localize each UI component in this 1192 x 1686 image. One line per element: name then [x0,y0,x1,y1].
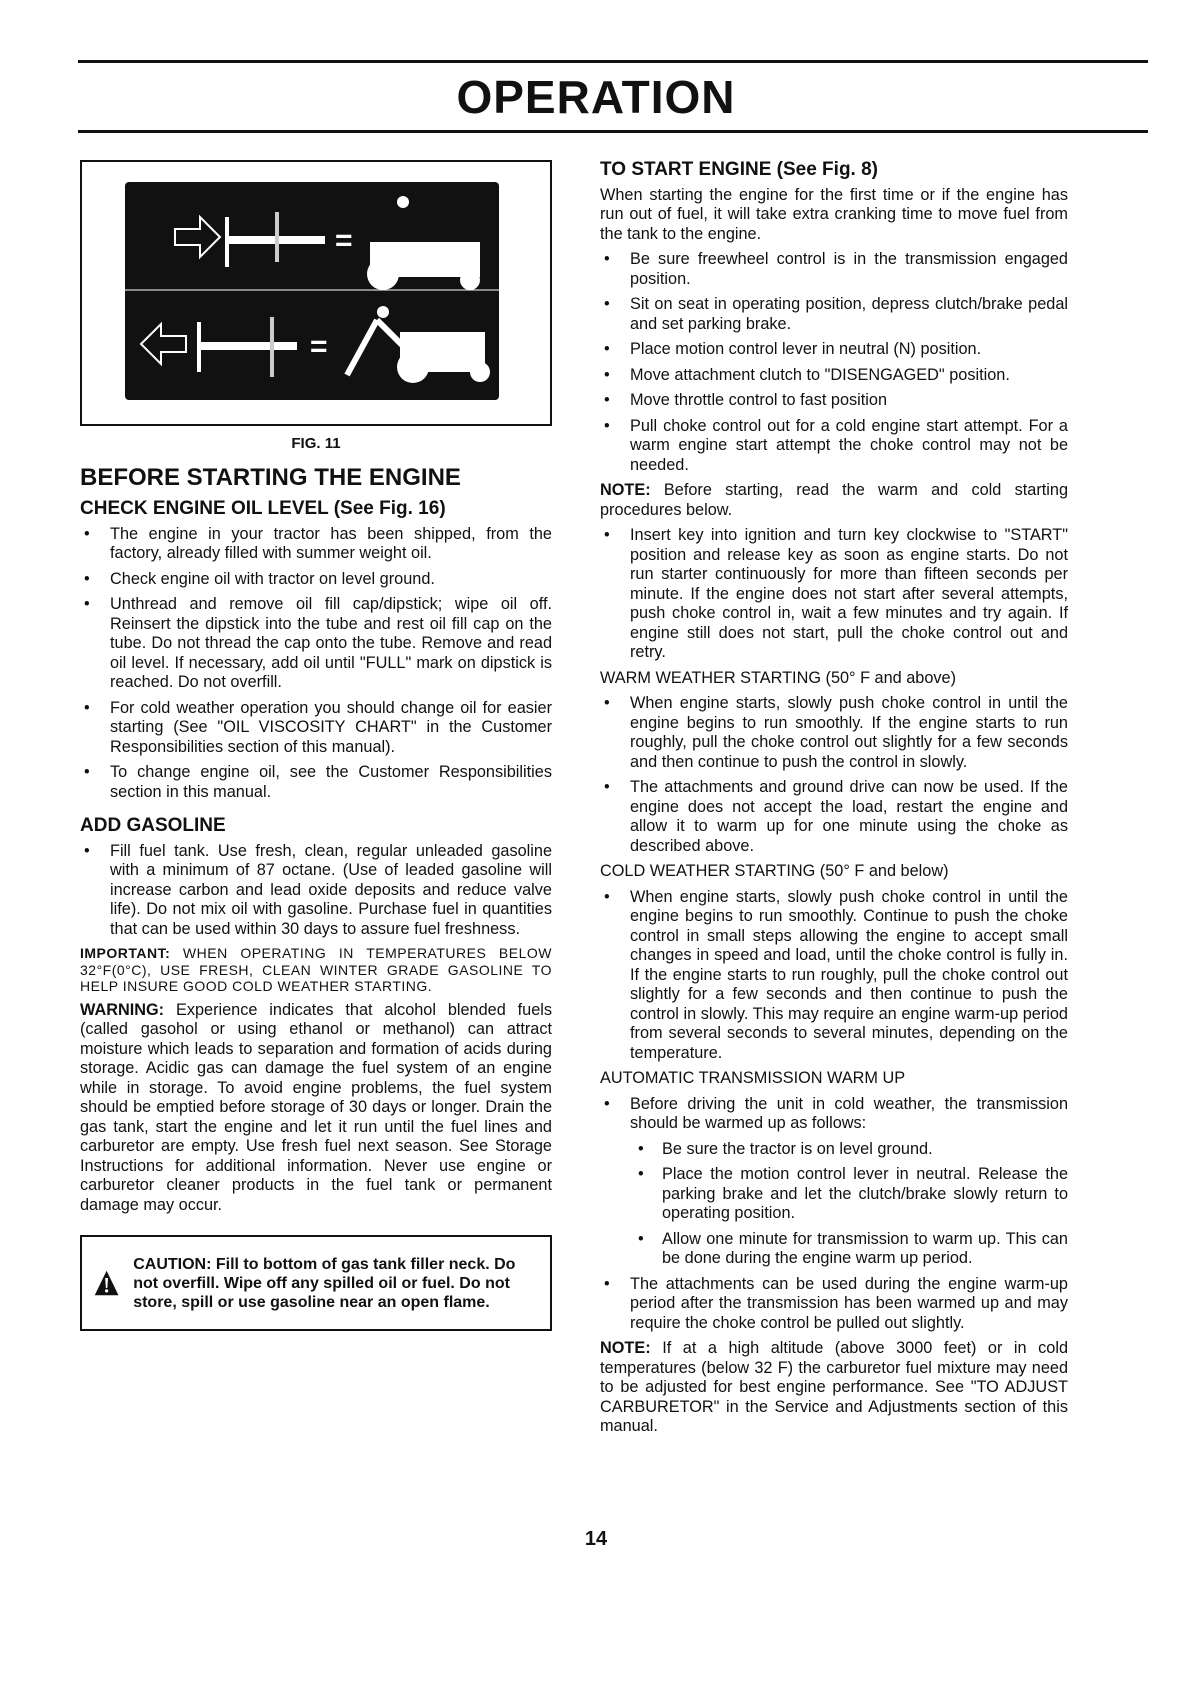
auto-heading: AUTOMATIC TRANSMISSION WARM UP [600,1069,906,1087]
list-item: • Before driving the unit in cold weather, the transmission should be warmed up as follows: [600,1095,1068,1134]
caution-box [80,1235,552,1331]
list-item: • Place the motion control lever in neutral. Release the parking brake and let the clutch/brake slowly return to operating position. [600,1165,1068,1224]
list-item: • Allow one minute for transmission to warm up. This can be done during the engine warm up period. [600,1230,1068,1269]
auto-sublist [600,1140,1068,1269]
list-item: • Insert key into ignition and turn key clockwise to "START" position and release key as soon as engine starts. Do not run starter continuously for more than fifteen seconds per minute. If the engine does not start after several attempts, push choke control in, wait a few minutes and try again. If engine still does not start, pull the choke control out and retry. [600,526,1068,663]
cold-list [600,888,1068,1064]
list-item: • Sit on seat in operating position, depress clutch/brake pedal and set parking brake. [600,295,1068,334]
cold-heading: COLD WEATHER STARTING (50° F and below) [600,862,949,880]
warning-triangle-icon [94,1247,119,1319]
freewheel-diagram [125,182,499,400]
auto-list [600,1095,1068,1134]
oil-heading: CHECK ENGINE OIL LEVEL (See Fig. 16) [80,498,446,519]
section-heading: BEFORE STARTING THE ENGINE [80,463,461,491]
figure-11 [80,160,552,426]
list-item: • When engine starts, slowly push choke control in until the engine begins to run smoothly. Continue to push the choke control in small steps allowing the engine to accept small changes in speed and load, until the choke control is fully in. If the engine starts to run roughly, pull the choke control out slightly for a few seconds and then continue to push the control in slowly. This may require an engine warm-up period from several seconds to several minutes, depending on the temperature. [600,888,1068,1064]
list-item: • Pull choke control out for a cold engine start attempt. For a warm engine start attempt the choke control may not be needed. [600,417,1068,476]
list-item: • Be sure the tractor is on level ground. [600,1140,1068,1160]
important-label: IMPORTANT: [80,945,171,961]
list-item: • The attachments and ground drive can now be used. If the engine does not accept the load, restart the engine and allow it to warm up for one minute using the choke as described above. [600,778,1068,856]
note-2 [600,1339,1068,1437]
note-label: NOTE: [600,481,651,499]
ignition-list [600,526,1068,663]
list-item: • Be sure freewheel control is in the transmission engaged position. [600,250,1068,289]
warning-label: WARNING: [80,1000,165,1019]
list-item: • Move throttle control to fast position [600,391,1068,411]
warm-list [600,694,1068,856]
list-item: • Unthread and remove oil fill cap/dipstick; wipe oil off. Reinsert the dipstick into the tube and rest oil fill cap on the tube. Do not thread the cap onto the tube. Remove and read oil level. If necessary, add oil until "FULL" mark on dipstick is reached. Do not overfill. [80,595,552,693]
list-item: • Fill fuel tank. Use fresh, clean, regular unleaded gasoline with a minimum of 87 octane. (Use of leaded gasoline will increase carbon and lead oxide deposits and reduce valve life). Do not mix oil with gasoline. Purchase fuel in quantities that can be used within 30 days to assure fuel freshness. [80,842,552,940]
warning-text: Experience indicates that alcohol blended fuels (called gasohol or using ethanol or methanol) can attract moisture which leads to separation and formation of acids during storage. Acidic gas can damage the fuel system of an engine while in storage. To avoid engine problems, the fuel system should be emptied before storage of 30 days or longer. Drain the gas tank, start the engine and let it run until the fuel lines and carburetor are empty. Use fresh fuel next season. See Storage Instructions for additional information. Never use engine or carburetor cleaner products in the fuel tank or permanent damage may occur. [80,1000,553,1214]
list-item: • The engine in your tractor has been shipped, from the factory, already filled with summer weight oil. [80,525,552,564]
note-1 [600,481,1068,520]
start-engine-heading: TO START ENGINE (See Fig. 8) [600,159,878,180]
svg-text:=: = [335,224,353,257]
right-column [600,160,1068,1443]
oil-list [80,525,552,803]
list-item: • When engine starts, slowly push choke control in until the engine begins to run smoothly. If the engine starts to run roughly, pull the choke control out slightly for a few seconds and then continue to push the control in slowly. [600,694,1068,772]
list-item: • The attachments can be used during the engine warm-up period after the transmission has been warmed up and may require the choke control be pulled out slightly. [600,1275,1068,1334]
list-item: • Move attachment clutch to "DISENGAGED" position. [600,366,1068,386]
note-label: NOTE: [600,1339,651,1357]
page-title: OPERATION [456,71,736,123]
gas-list [80,842,552,940]
warm-heading: WARM WEATHER STARTING (50° F and above) [600,668,957,687]
note-text: Before starting, read the warm and cold starting procedures below. [600,481,1068,519]
start-list [600,250,1068,475]
list-item: • For cold weather operation you should change oil for easier starting (See "OIL VISCOSITY CHART" in the Customer Responsibilities section of this manual). [80,699,552,758]
intro-text: When starting the engine for the first time or if the engine has run out of fuel, it will take extra cranking time to move fuel from the tank to the engine. [600,185,1068,243]
note-text: If at a high altitude (above 3000 feet) or in cold temperatures (below 32 F) the carburetor fuel mixture may need to be adjusted for best engine performance. See "TO ADJUST CARBURETOR" in the Service and Adjustments section of this manual. [600,1339,1068,1435]
list-item: • To change engine oil, see the Customer Responsibilities section in this manual. [80,763,552,802]
page-number: 14 [584,1528,608,1550]
title-rule [78,130,1148,133]
list-item: • Check engine oil with tractor on level ground. [80,570,552,590]
caution-text: CAUTION: Fill to bottom of gas tank filler neck. Do not overfill. Wipe off any spilled oil or fuel. Do not store, spill or use gasoline near an open flame. [133,1255,516,1311]
svg-text:=: = [310,330,328,363]
important-text: WHEN OPERATING IN TEMPERATURES BELOW 32°F(0°C), USE FRESH, CLEAN WINTER GRADE GASOLINE TO HELP INSURE GOOD COLD WEATHER STARTING. [80,945,552,994]
auto-last-list [600,1275,1068,1334]
figure-caption: FIG. 11 [291,435,341,452]
gas-heading: ADD GASOLINE [80,815,226,836]
top-rule [78,60,1148,63]
list-item: • Place motion control lever in neutral (N) position. [600,340,1068,360]
left-column [80,160,552,1331]
important-note [80,945,552,995]
warning-note [80,1001,552,1216]
